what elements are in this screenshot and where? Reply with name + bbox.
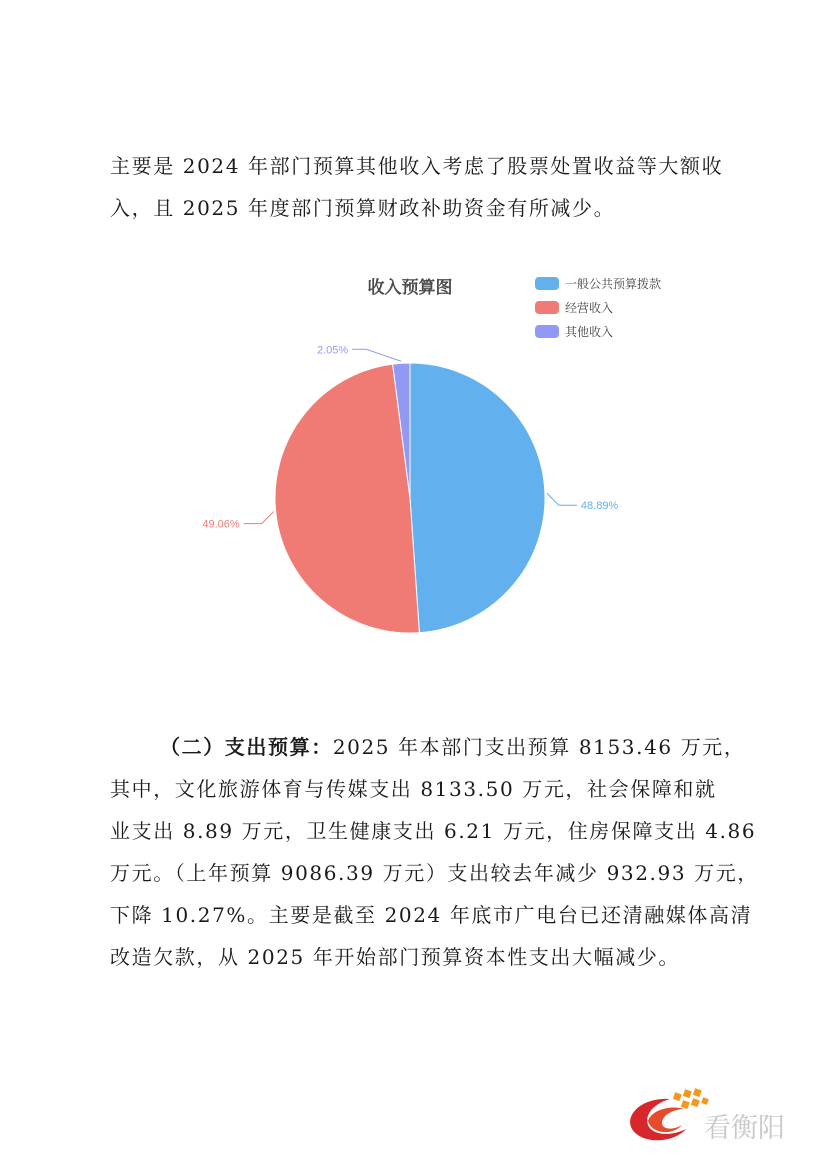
- intro-paragraph: [110, 145, 724, 229]
- pie-chart-svg: [195, 265, 675, 655]
- pie-leader-line: [547, 493, 577, 505]
- pie-slice: [410, 363, 545, 633]
- paragraph-line: 入，且 2025 年度部门预算财政补助资金有所减少。: [110, 196, 616, 220]
- legend-label: 其他收入: [565, 325, 614, 339]
- paragraph-line: [110, 726, 746, 768]
- logo-icon: [622, 1085, 812, 1149]
- legend-swatch: [535, 277, 559, 290]
- paragraph-line: 业支出 8.89 万元，卫生健康支出 6.21 万元，住房保障支出 4.86: [110, 819, 757, 843]
- pie-leader-line: [244, 512, 274, 524]
- paragraph-line: 改造欠款，从 2025 年开始部门预算资本性支出大幅减少。: [110, 945, 681, 969]
- paragraph-line: 万元。（上年预算 9086.39 万元）支出较去年减少 932.93 万元，: [110, 861, 759, 885]
- watermark-text: 看衡阳: [704, 1113, 785, 1144]
- pie-leader-line: [352, 349, 401, 361]
- expenditure-paragraph: [110, 726, 759, 978]
- pie-data-label: 48.89%: [580, 500, 619, 513]
- income-budget-pie-chart: [195, 265, 675, 655]
- paragraph-line: 主要是 2024 年部门预算其他收入考虑了股票处置收益等大额收: [110, 154, 724, 178]
- pie-data-label: 2.05%: [316, 344, 349, 357]
- chart-title: 收入预算图: [367, 278, 453, 297]
- chart-legend: [535, 276, 661, 339]
- kan-hengyang-watermark-logo: [622, 1085, 812, 1149]
- pie-data-label: 49.06%: [202, 518, 240, 531]
- legend-swatch: [535, 325, 559, 338]
- legend-swatch: [535, 301, 559, 314]
- pie-slices: [275, 363, 545, 633]
- paragraph-line: 下降 10.27%。主要是截至 2024 年底市广电台已还清融媒体高清: [110, 903, 753, 927]
- paragraph-text: 2025 年本部门支出预算 8153.46 万元，: [332, 735, 746, 759]
- legend-label: 经营收入: [565, 301, 614, 315]
- paragraph-line: 其中，文化旅游体育与传媒支出 8133.50 万元，社会保障和就: [110, 777, 717, 801]
- legend-label: 一般公共预算拨款: [565, 277, 662, 291]
- section-heading: （二）支出预算：: [160, 735, 333, 759]
